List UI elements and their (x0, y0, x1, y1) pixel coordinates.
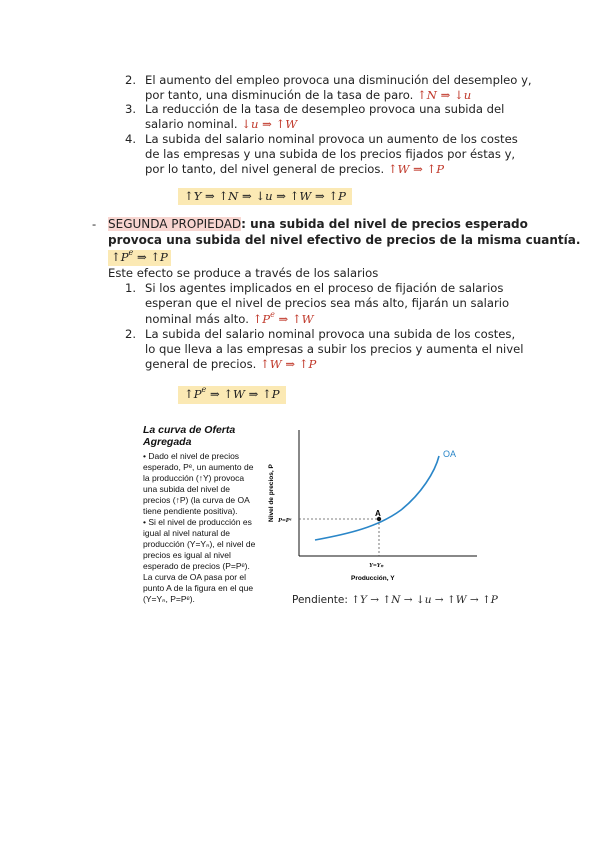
figure-description-line: una subida del nivel de (143, 484, 230, 494)
aggregate-supply-graph (263, 424, 483, 586)
figure-description-line: igual al nivel natural de (143, 528, 230, 538)
sub-2-line-1: La subida del salario nominal provoca una subida de los costes, (145, 327, 516, 341)
y-axis-label: Nivel de precios, P (268, 464, 275, 522)
item-2-line-1: El aumento del empleo provoca una disminución del desempleo y, (145, 73, 532, 87)
sub-1-line-1: Si los agentes implicados en el proceso de fijación de salarios (145, 281, 504, 295)
figure-description (143, 451, 261, 605)
sub-1-formula-a: ↑𝑃 (252, 312, 271, 326)
sub-2-line-3 (145, 357, 316, 372)
item-2-line-2 (145, 88, 471, 103)
figure-description-line: punto A de la figura en el que (143, 583, 254, 593)
oa-curve (315, 456, 439, 540)
slope-formula: ↑𝑌 → ↑𝑁 → ↓𝑢 → ↑𝑊 → ↑𝑃 (351, 594, 498, 606)
figure-title-line-2: Agregada (143, 436, 192, 448)
figure-title-line-1: La curva de Oferta (143, 424, 236, 436)
second-property-line-1 (108, 217, 528, 232)
item-3-formula: ↓𝑢 ⇒ ↑𝑊 (241, 117, 298, 131)
sub-1-number: 1. (124, 281, 136, 295)
figure-text-column (143, 424, 261, 605)
chain-formula-2 (178, 386, 286, 404)
item-2-line-2-text: por tanto, una disminución de la tasa de paro. (145, 88, 414, 102)
chain-2-b: ⇒ ↑𝑊 ⇒ ↑𝑃 (209, 387, 280, 401)
second-property-intro: Este efecto se produce a través de los salarios (108, 266, 379, 280)
figure-description-line: tiene pendiente positiva). (143, 506, 238, 516)
y-tick-label: P=Pᵉ (278, 517, 292, 524)
chain-2-a: ↑𝑃 (184, 387, 202, 401)
slope-label: Pendiente: (292, 594, 348, 606)
slope-line (292, 593, 498, 608)
second-property-heading: SEGUNDA PROPIEDAD (108, 217, 242, 231)
sub-2-line-3-text: general de precios. (145, 357, 257, 371)
item-3-line-1: La reducción de la tasa de desempleo provoca una subida del (145, 102, 505, 116)
chain-formula-1: ↑𝑌 ⇒ ↑𝑁 ⇒ ↓𝑢 ⇒ ↑𝑊 ⇒ ↑𝑃 (178, 188, 352, 205)
item-4-line-1: La subida del salario nominal provoca un aumento de los costes (145, 132, 518, 146)
figure-description-line: precios es igual al nivel (143, 550, 231, 560)
figure-description-line: la producción (↑Y) provoca (143, 473, 245, 483)
second-property-formula (108, 250, 171, 266)
figure-description-line: esperado, Pᵉ, un aumento de (143, 462, 254, 472)
sub-2-formula: ↑𝑊 ⇒ ↑𝑃 (260, 357, 317, 371)
figure-description-line: esperado de precios (P=Pᵉ). (143, 561, 250, 571)
sub-1-line-2: esperan que el nivel de precios sea más alto, fijarán un salario (145, 296, 510, 310)
sub-2-line-2: lo que lleva a las empresas a subir los precios y aumenta el nivel (145, 342, 524, 356)
sub-1-line-3 (145, 312, 314, 328)
sub-2-number: 2. (124, 327, 136, 341)
x-tick-label: Y=Yₙ (369, 562, 384, 569)
item-4-line-2: de las empresas y una subida de los precios fijados por éstas y, (145, 147, 516, 161)
sub-1-formula-e: 𝑒 (270, 310, 275, 319)
item-4-number: 4. (124, 132, 136, 146)
figure-description-line: (Y=Yₙ, P=Pᵉ). (143, 594, 195, 604)
figure-description-line: producción (Y=Yₙ), el nivel de (143, 539, 256, 549)
x-axis-label: Producción, Y (351, 575, 395, 582)
second-formula-e: 𝑒 (128, 248, 134, 257)
second-formula-b: ⇒ ↑𝑃 (136, 250, 168, 264)
second-property-dash: - (92, 217, 97, 231)
sub-1-formula-b: ⇒ ↑𝑊 (278, 312, 314, 326)
item-2-formula: ↑𝑁 ⇒ ↓𝑢 (417, 88, 472, 102)
sub-1-line-3-text: nominal más alto. (145, 312, 249, 326)
figure-description-line: La curva de OA pasa por el (143, 572, 247, 582)
item-2-number: 2. (124, 73, 136, 87)
item-3-number: 3. (124, 102, 136, 116)
point-a-label: A (375, 509, 381, 518)
item-4-line-3-text: por lo tanto, del nivel general de precios. (145, 162, 385, 176)
oa-curve-label: OA (443, 449, 457, 459)
item-4-line-3 (145, 162, 444, 177)
item-3-line-2-text: salario nominal. (145, 117, 238, 131)
item-4-formula: ↑𝑊 ⇒ ↑𝑃 (387, 162, 445, 176)
chain-2-e: 𝑒 (201, 385, 207, 394)
second-formula-a: ↑𝑃 (111, 250, 129, 264)
figure-description-line: • Dado el nivel de precios (143, 451, 240, 461)
figure-description-line: • Si el nivel de producción es (143, 517, 252, 527)
second-property-line-2: provoca una subida del nivel efectivo de precios de la misma cuantía. (108, 233, 581, 247)
second-property-line-1-rest: : una subida del nivel de precios esperado (241, 217, 528, 231)
item-3-line-2 (145, 117, 297, 132)
figure-description-line: precios (↑P) (la curva de OA (143, 495, 250, 505)
